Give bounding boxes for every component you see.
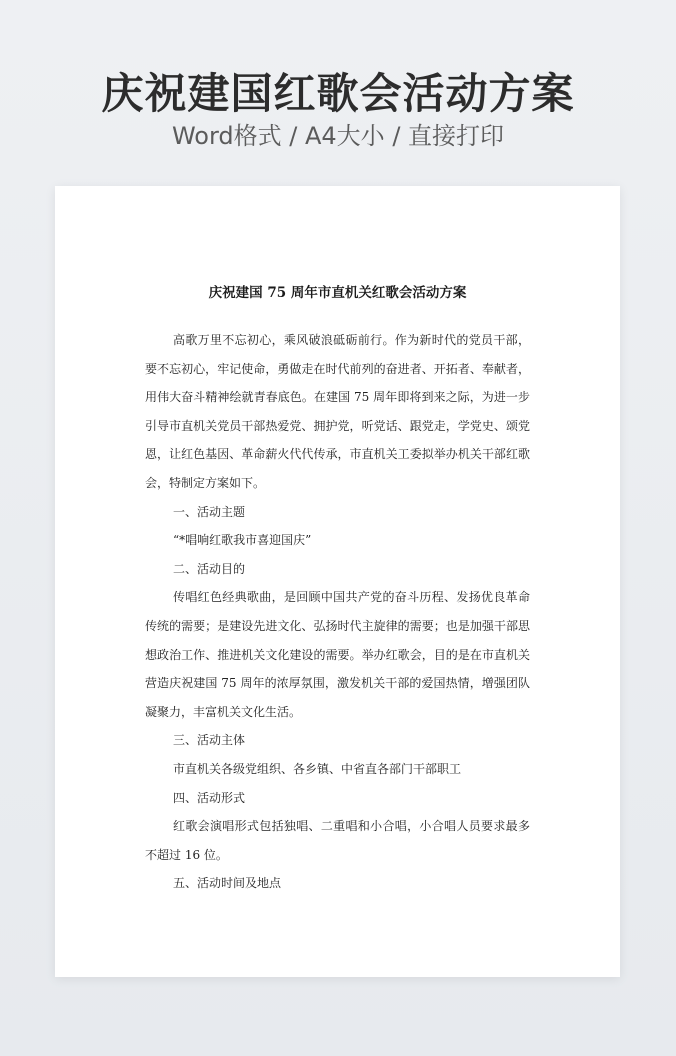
document-title: 庆祝建国 75 周年市直机关红歌会活动方案 — [208, 285, 467, 301]
purpose-paragraph: 传唱红色经典歌曲，是回顾中国共产党的奋斗历程、发扬优良革命传统的需要；是建设先进文化、弘扬时代主旋律的需要；也是加强干部思想政治工作、推进机关文化建设的需要。举办红歌会，目的是在市直机关营造庆祝建国 75 周年的浓厚氛围，激发机关干部的爱国热情，增强团队凝聚力，丰富机关文化生活。 — [145, 590, 530, 719]
banner-subtitle: Word格式 / A4大小 / 直接打印 — [171, 122, 505, 150]
section-heading-time-place: 五、活动时间及地点 — [173, 876, 282, 891]
intro-paragraph: 高歌万里不忘初心，乘风破浪砥砺前行。作为新时代的党员干部，要不忘初心，牢记使命，勇做走在时代前列的奋进者、开拓者、奉献者，用伟大奋斗精神绘就青春底色。在建国 75 周年即将到来之际，为进一步引导市直机关党员干部热爱党、拥护党，听党话、跟党走，学党史、颂党恩，让红色基因、革命薪火代代传承，市直机关工委拟举办机关干部红歌会，特制定方案如下。 — [145, 333, 530, 490]
participants-text: 市直机关各级党组织、各乡镇、中省直各部门干部职工 — [173, 761, 462, 776]
section-heading-format: 四、活动形式 — [173, 790, 246, 805]
document-page — [55, 186, 620, 977]
document-body — [145, 326, 530, 898]
section-heading-theme: 一、活动主题 — [173, 504, 246, 519]
section-heading-participants: 三、活动主体 — [173, 733, 246, 748]
theme-text: “*唱响红歌我市喜迎国庆” — [173, 533, 312, 548]
banner-title: 庆祝建国红歌会活动方案 — [101, 69, 575, 118]
format-paragraph: 红歌会演唱形式包括独唱、二重唱和小合唱，小合唱人员要求最多不超过 16 位。 — [145, 819, 530, 862]
section-heading-purpose: 二、活动目的 — [173, 561, 246, 576]
